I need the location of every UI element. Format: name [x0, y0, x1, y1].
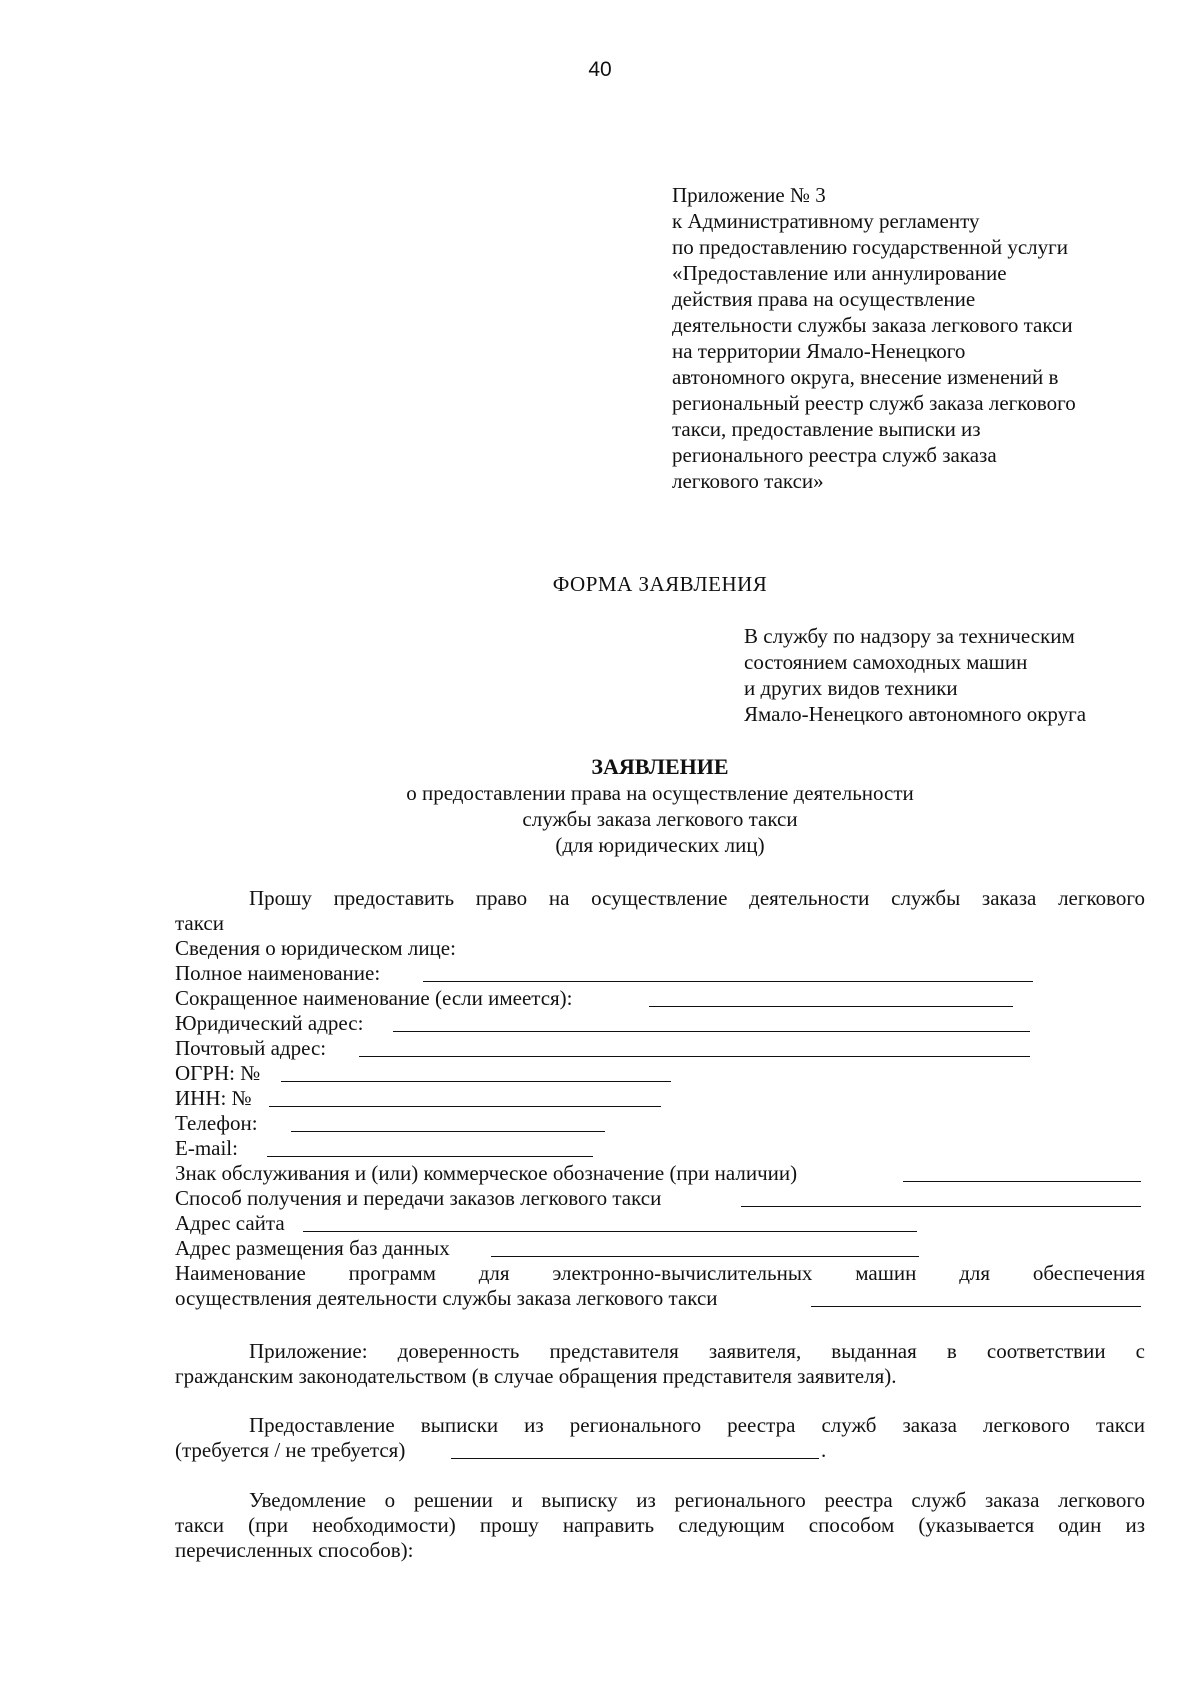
website-blank[interactable] — [303, 1231, 917, 1232]
postal-address-blank[interactable] — [359, 1056, 1030, 1057]
software-line-wrap — [175, 1286, 1145, 1311]
appendix-line: по предоставлению государственной услуги — [672, 235, 1068, 259]
field-label: Полное наименование: — [175, 961, 381, 985]
field-label: Юридический адрес: — [175, 1011, 364, 1035]
notification-line: перечисленных способов): — [175, 1538, 414, 1562]
legal-address-field[interactable] — [175, 1011, 1045, 1035]
field-label: Сокращенное наименование (если имеется): — [175, 986, 573, 1010]
software-field[interactable] — [175, 1261, 1145, 1311]
database-address-field[interactable] — [175, 1236, 1145, 1260]
form-title: ФОРМА ЗАЯВЛЕНИЯ — [552, 572, 768, 596]
ogrn-field[interactable] — [175, 1061, 1045, 1085]
section-heading: Сведения о юридическом лице: — [175, 936, 456, 960]
short-name-field[interactable] — [175, 986, 1045, 1010]
notification-paragraph — [175, 1488, 1145, 1563]
service-mark-blank[interactable] — [903, 1181, 1141, 1182]
statement-subtitle — [0, 780, 1200, 858]
appendix-line: легкового такси» — [672, 469, 824, 493]
inn-field[interactable] — [175, 1086, 1045, 1110]
subtitle-line: службы заказа легкового такси — [522, 807, 798, 831]
field-label: ИНН: № — [175, 1086, 252, 1110]
subtitle-line: (для юридических лиц) — [555, 833, 765, 857]
addressee-line: состоянием самоходных машин — [744, 650, 1028, 674]
legal-address-blank[interactable] — [393, 1031, 1030, 1032]
phone-field[interactable] — [175, 1111, 1045, 1135]
appendix-line: на территории Ямало-Ненецкого — [672, 339, 966, 363]
appendix-line: регионального реестра служб заказа — [672, 443, 997, 467]
extract-line: Предоставление выписки из регионального реестра служб заказа легкового такси — [249, 1413, 1145, 1437]
software-line: Наименование программ для электронно-вычислительных машин для обеспечения — [175, 1261, 1145, 1285]
email-field[interactable] — [175, 1136, 1045, 1160]
extract-suffix: . — [821, 1438, 827, 1462]
order-method-field[interactable] — [175, 1186, 1145, 1210]
notification-line: такси (при необходимости) прошу направить следующим способом (указывается один из — [175, 1513, 1145, 1537]
statement-title: ЗАЯВЛЕНИЕ — [591, 754, 729, 779]
attachment-line: Приложение: доверенность представителя заявителя, выданная в соответствии с — [249, 1339, 1145, 1363]
extract-line-wrap — [175, 1438, 1145, 1463]
appendix-header — [672, 182, 1152, 494]
appendix-line: такси, предоставление выписки из — [672, 417, 981, 441]
appendix-line: к Административному регламенту — [672, 209, 980, 233]
field-label: Телефон: — [175, 1111, 258, 1135]
request-line: такси — [175, 911, 224, 935]
addressee-line: и других видов техники — [744, 676, 958, 700]
addressee-line: В службу по надзору за техническим — [744, 624, 1075, 648]
field-label: Адрес размещения баз данных — [175, 1236, 450, 1260]
website-field[interactable] — [175, 1211, 1145, 1235]
field-label: Способ получения и передачи заказов легкового такси — [175, 1186, 662, 1210]
software-line: осуществления деятельности службы заказа легкового такси — [175, 1286, 718, 1310]
field-label: Знак обслуживания и (или) коммерческое обозначение (при наличии) — [175, 1161, 798, 1185]
request-paragraph — [175, 886, 1145, 936]
extract-blank[interactable] — [451, 1458, 819, 1459]
service-mark-field[interactable] — [175, 1161, 1145, 1185]
order-method-blank[interactable] — [741, 1206, 1141, 1207]
appendix-line: автономного округа, внесение изменений в — [672, 365, 1059, 389]
appendix-line: «Предоставление или аннулирование — [672, 261, 1007, 285]
full-name-blank[interactable] — [423, 981, 1033, 982]
inn-blank[interactable] — [269, 1106, 661, 1107]
appendix-line: деятельности службы заказа легкового такси — [672, 313, 1073, 337]
full-name-field[interactable] — [175, 961, 1045, 985]
attachment-paragraph — [175, 1339, 1145, 1389]
software-blank[interactable] — [811, 1306, 1141, 1307]
database-address-blank[interactable] — [491, 1256, 919, 1257]
appendix-line: Приложение № 3 — [672, 183, 826, 207]
field-label: E-mail: — [175, 1136, 238, 1160]
notification-line: Уведомление о решении и выписку из регионального реестра служб заказа легкового — [249, 1488, 1145, 1512]
field-label: Адрес сайта — [175, 1211, 285, 1235]
ogrn-blank[interactable] — [281, 1081, 671, 1082]
short-name-blank[interactable] — [649, 1006, 1013, 1007]
subtitle-line: о предоставлении права на осуществление деятельности — [406, 781, 914, 805]
extract-paragraph[interactable] — [175, 1413, 1145, 1463]
page-number: 40 — [588, 58, 612, 81]
field-label: ОГРН: № — [175, 1061, 261, 1085]
request-line: Прошу предоставить право на осуществление деятельности службы заказа легкового — [249, 886, 1145, 910]
extract-line: (требуется / не требуется) — [175, 1438, 406, 1462]
addressee-line: Ямало-Ненецкого автономного округа — [744, 702, 1087, 726]
appendix-line: региональный реестр служб заказа легкового — [672, 391, 1076, 415]
email-blank[interactable] — [267, 1156, 593, 1157]
attachment-line: гражданским законодательством (в случае обращения представителя заявителя). — [175, 1364, 897, 1388]
postal-address-field[interactable] — [175, 1036, 1045, 1060]
addressee-block — [744, 623, 1164, 727]
field-label: Почтовый адрес: — [175, 1036, 327, 1060]
phone-blank[interactable] — [291, 1131, 605, 1132]
appendix-line: действия права на осуществление — [672, 287, 976, 311]
